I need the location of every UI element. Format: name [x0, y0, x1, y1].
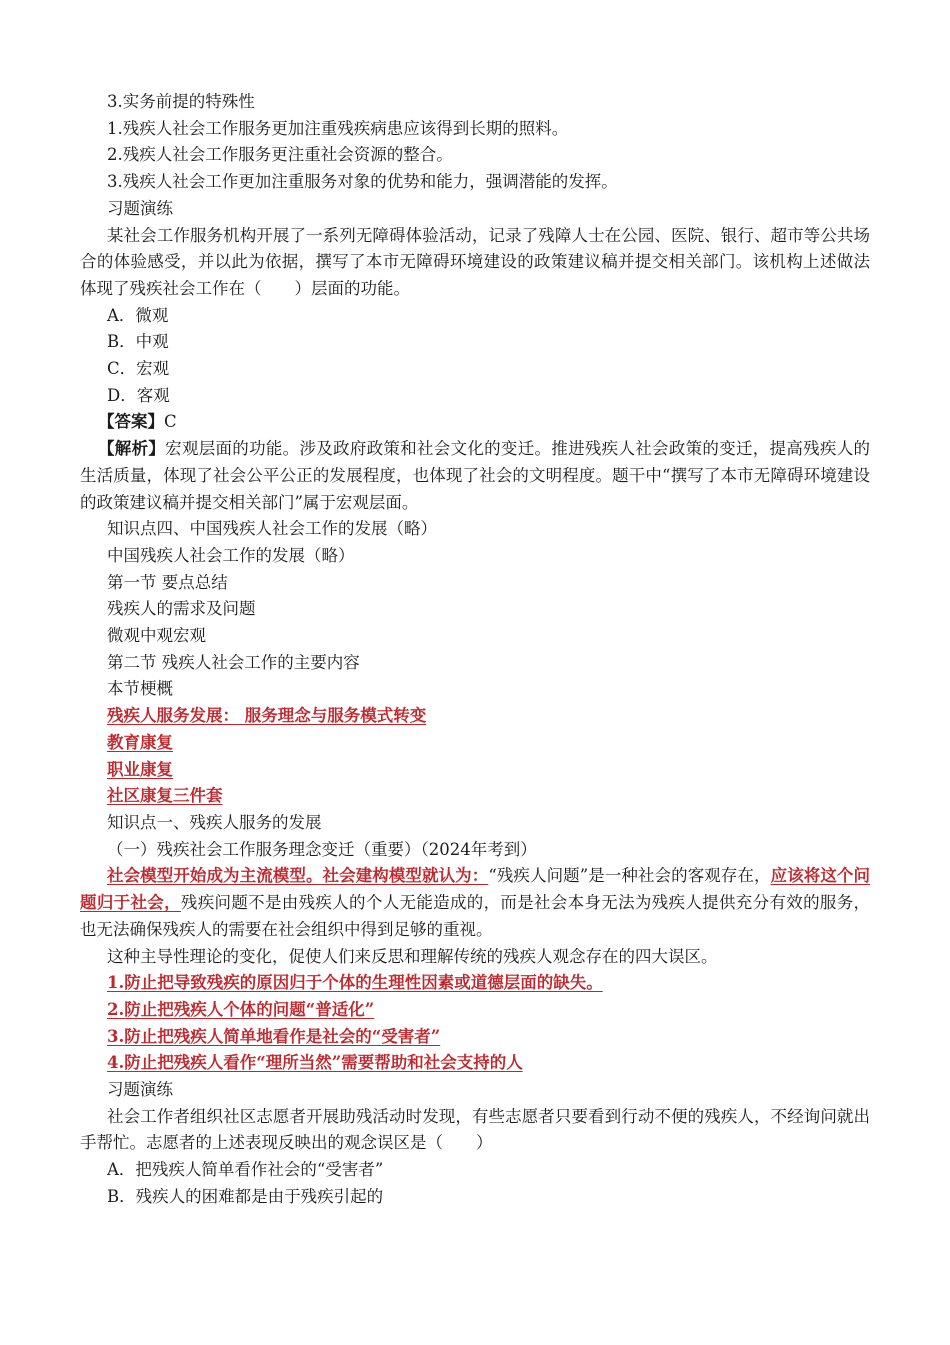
paragraph-text: “残疾人问题”是一种社会的客观存在， [488, 866, 771, 886]
shift-paragraph: 这种主导性理论的变化，促使人们来反思和理解传统的残疾人观念存在的四大误区。 [107, 946, 718, 966]
question-2-stem: 社会工作者组织社区志愿者开展助残活动时发现，有些志愿者只要看到行动不便的残疾人，不经询问就出手帮忙。志愿者的上述表现反映出的观念误区是（ ） [80, 1106, 870, 1153]
misconception-text: 2.防止把残疾人个体的问题“普适化” [107, 999, 375, 1019]
section-1-heading: 第一节 要点总结 [107, 572, 228, 592]
misconception-text: 1.防止把导致残疾的原因归于个体的生理性因素或道德层面的缺失。 [107, 973, 603, 993]
practice-heading: 习题演练 [107, 1080, 173, 1100]
text-line: 残疾人的需求及问题 [107, 599, 256, 619]
misconception-item [80, 1024, 870, 1051]
question-2-option-b: B．残疾人的困难都是由于残疾引起的 [107, 1186, 384, 1206]
answer-label: 【答案】 [98, 412, 164, 432]
misconception-item [80, 970, 870, 997]
knowledge-point-1: 知识点一、残疾人服务的发展 [107, 812, 322, 832]
question-1-option-d: D．客观 [107, 385, 170, 405]
knowledge-point-4: 知识点四、中国残疾人社会工作的发展（略） [107, 519, 437, 539]
misconception-item [80, 1050, 870, 1077]
analysis-label: 【解析】 [98, 439, 166, 459]
highlight-text: 应该将这个问题归于社会， [80, 866, 871, 913]
paragraph-text: 残疾问题不是由残疾人的个人无能造成的，而是社会本身无法为残疾人提供充分有效的服务，也无法确保残疾人的需要在社会组织中得到足够的重视。 [80, 893, 871, 939]
question-2-option-a: A．把残疾人简单看作社会的“受害者” [107, 1160, 384, 1180]
analysis-text: 宏观层面的功能。涉及政府政策和社会文化的变迁。推进残疾人社会政策的变迁，提高残疾人的生活质量，体现了社会公平公正的发展程度，也体现了社会的文明程度。题干中“撰写了本市无障碍环境建设的政策建议稿并提交相关部门”属于宏观层面。 [80, 439, 871, 512]
outline-link-text[interactable]: 残疾人服务发展： 服务理念与服务模式转变 [107, 706, 427, 726]
outline-link-text[interactable]: 职业康复 [107, 759, 173, 779]
section-outline-heading: 本节梗概 [107, 679, 173, 699]
question-1-option-b: B．中观 [107, 332, 169, 352]
outline-link-education-rehab[interactable] [80, 730, 870, 757]
section-2-heading: 第二节 残疾人社会工作的主要内容 [107, 652, 360, 672]
misconception-text: 4.防止把残疾人看作“理所当然”需要帮助和社会支持的人 [107, 1053, 523, 1073]
list-item: 2.残疾人社会工作服务更注重社会资源的整合。 [107, 145, 453, 165]
question-1-analysis [80, 436, 870, 516]
list-item: 3.残疾人社会工作更加注重服务对象的优势和能力，强调潜能的发挥。 [107, 172, 618, 192]
answer-value: C [164, 412, 177, 432]
outline-link-service-development[interactable] [80, 703, 870, 730]
question-1-stem: 某社会工作服务机构开展了一系列无障碍体验活动，记录了残障人士在公园、医院、银行、超市等公共场合的体验感受，并以此为依据，撰写了本市无障碍环境建设的政策建议稿并提交相关部门。该机构上述做法体现了残疾社会工作在（ ）层面的功能。 [80, 225, 870, 298]
heading-practice-premise: 3.实务前提的特殊性 [107, 92, 255, 111]
question-1-answer [80, 409, 870, 436]
practice-heading: 习题演练 [107, 198, 173, 218]
misconception-item [80, 997, 870, 1024]
outline-link-community-rehab[interactable] [80, 783, 870, 810]
outline-link-text[interactable]: 教育康复 [107, 732, 173, 752]
outline-link-vocational-rehab[interactable] [80, 757, 870, 784]
text-line: 微观中观宏观 [107, 626, 206, 646]
subsection-heading: （一）残疾社会工作服务理念变迁（重要）（2024年考到） [107, 839, 537, 859]
outline-link-text[interactable]: 社区康复三件套 [107, 786, 223, 806]
question-1-option-a: A．微观 [107, 305, 169, 325]
social-model-paragraph [80, 863, 870, 943]
list-item: 1.残疾人社会工作服务更加注重残疾病患应该得到长期的照料。 [107, 118, 569, 138]
highlight-text: 社会模型开始成为主流模型。社会建构模型就认为： [107, 866, 489, 886]
text-line: 中国残疾人社会工作的发展（略） [107, 545, 355, 565]
question-1-option-c: C．宏观 [107, 359, 170, 379]
misconception-text: 3.防止把残疾人简单地看作是社会的“受害者” [107, 1026, 441, 1046]
